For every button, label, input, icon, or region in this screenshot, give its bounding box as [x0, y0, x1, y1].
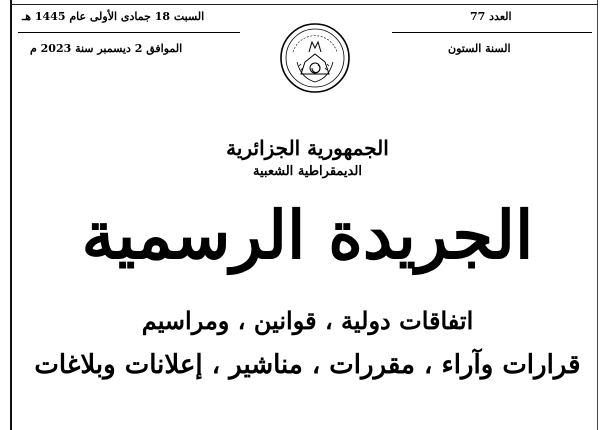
issue-number: العدد 77: [470, 10, 512, 23]
header-divider-left: [18, 32, 240, 33]
top-border-line: [10, 4, 598, 5]
gregorian-date: الموافق 2 ديسمبر سنة 2023 م: [30, 42, 183, 55]
algeria-coat-of-arms-icon: [279, 22, 351, 94]
year-label: السنة الستون: [448, 42, 511, 55]
header-divider-right: [392, 32, 592, 33]
subtitle-line1: اتفاقات دولية ، قوانين ، ومراسيم: [141, 306, 474, 335]
gazette-masthead: الجريدة الرسمية: [81, 196, 534, 274]
hijri-date: السبت 18 جمادى الأولى عام 1445 هـ: [22, 10, 205, 23]
republic-name-line1: الجمهورية الجزائرية: [226, 136, 389, 160]
subtitle-line2: قرارات وآراء ، مقررات ، مناشير ، إعلانات وبلاغات: [34, 350, 581, 380]
republic-name-line2: الديمقراطية الشعبية: [253, 164, 362, 179]
